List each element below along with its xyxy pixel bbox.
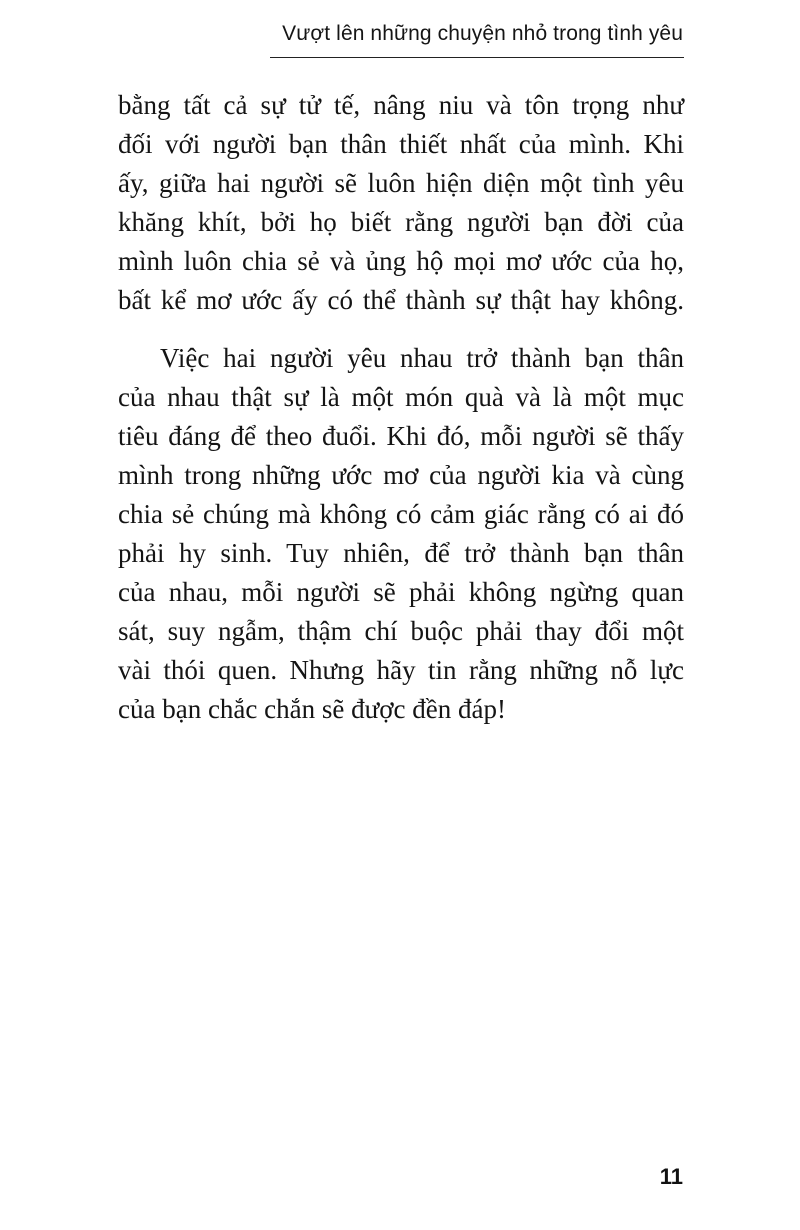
page-body bbox=[118, 86, 684, 729]
text-line: ấy, giữa hai người sẽ luôn hiện diện một tình yêu bbox=[118, 168, 684, 198]
text-line: sát, suy ngẫm, thậm chí buộc phải thay đổi một bbox=[118, 616, 684, 646]
header-divider bbox=[270, 57, 684, 58]
text-line: chia sẻ chúng mà không có cảm giác rằng có ai đó bbox=[118, 499, 684, 529]
text-line: tiêu đáng để theo đuổi. Khi đó, mỗi người sẽ thấy bbox=[118, 421, 684, 451]
text-line: của bạn chắc chắn sẽ được đền đáp! bbox=[118, 694, 506, 724]
paragraph-1 bbox=[118, 86, 684, 320]
text-line: mình trong những ước mơ của người kia và cùng bbox=[118, 460, 684, 490]
text-line: mình luôn chia sẻ và ủng hộ mọi mơ ước của họ, bbox=[118, 246, 684, 276]
text-line: đối với người bạn thân thiết nhất của mình. Khi bbox=[118, 129, 684, 159]
text-line: của nhau, mỗi người sẽ phải không ngừng quan bbox=[118, 577, 684, 607]
text-line: của nhau thật sự là một món quà và là một mục bbox=[118, 382, 684, 412]
page-number: 11 bbox=[659, 1164, 683, 1189]
text-line: vài thói quen. Nhưng hãy tin rằng những nỗ lực bbox=[118, 655, 684, 685]
paragraph-2 bbox=[118, 339, 684, 729]
text-line: khăng khít, bởi họ biết rằng người bạn đời của bbox=[118, 207, 684, 237]
text-line: Việc hai người yêu nhau trở thành bạn thân bbox=[160, 343, 684, 373]
running-header-title: Vượt lên những chuyện nhỏ trong tình yêu bbox=[282, 22, 683, 45]
text-line: bằng tất cả sự tử tế, nâng niu và tôn trọng như bbox=[118, 90, 684, 120]
text-line: bất kể mơ ước ấy có thể thành sự thật hay không. bbox=[118, 285, 684, 315]
text-line: phải hy sinh. Tuy nhiên, để trở thành bạn thân bbox=[118, 538, 684, 568]
